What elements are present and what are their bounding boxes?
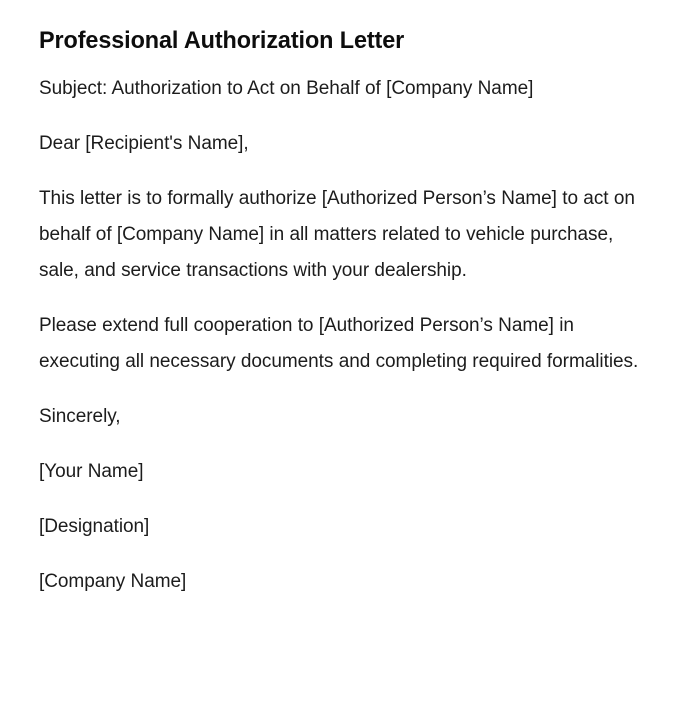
letter-body [39, 71, 641, 600]
page-title: Professional Authorization Letter [39, 27, 405, 54]
salutation-line: Dear [Recipient's Name], [39, 133, 249, 154]
document-content-column [39, 0, 641, 600]
signature-name-line: [Your Name] [39, 461, 144, 482]
authorization-paragraph: This letter is to formally authorize [Authorized Person’s Name] to act on behalf of [Company Name] in all matters related to vehicle purchase, sale, and service transactions with your dealership. [39, 188, 635, 281]
cooperation-paragraph: Please extend full cooperation to [Authorized Person’s Name] in executing all necessary documents and completing required formalities. [39, 315, 639, 372]
signature-company-line: [Company Name] [39, 571, 187, 592]
signature-designation-line: [Designation] [39, 516, 150, 537]
subject-line: Subject: Authorization to Act on Behalf of [Company Name] [39, 78, 534, 99]
closing-line: Sincerely, [39, 406, 121, 427]
